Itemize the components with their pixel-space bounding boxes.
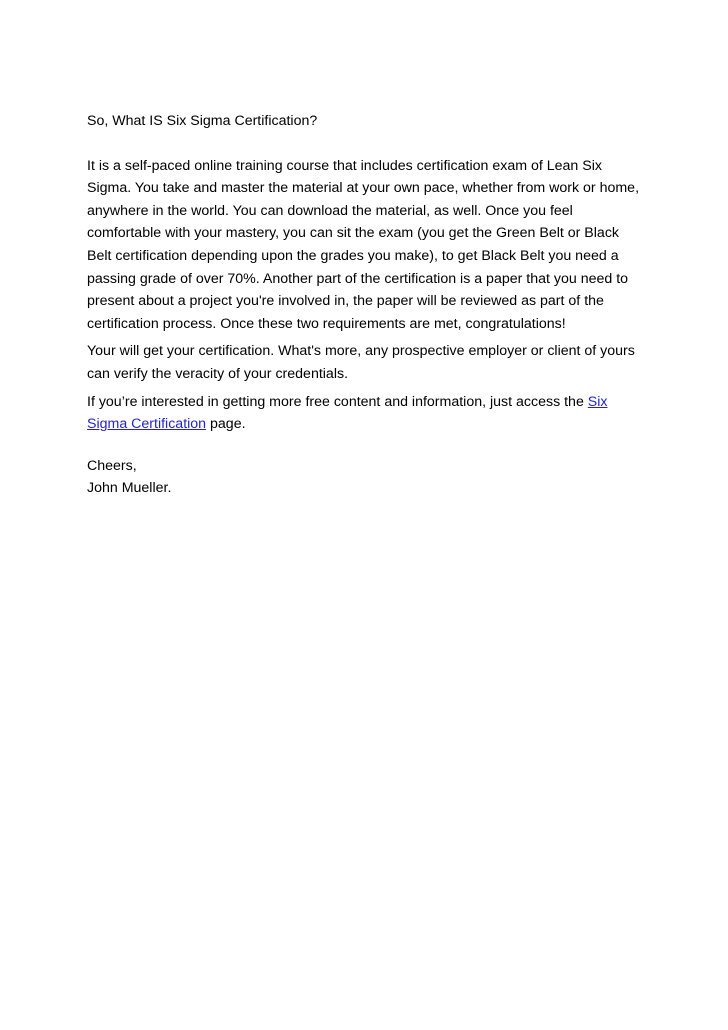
signature-text: John Mueller. bbox=[87, 480, 172, 497]
closing-text: Cheers, bbox=[87, 457, 137, 474]
document-heading: So, What IS Six Sigma Certification? bbox=[87, 113, 318, 129]
more-info-suffix: page. bbox=[206, 416, 246, 433]
more-info-prefix: If you’re interested in getting more free content and information, just access the bbox=[87, 393, 588, 410]
document-page bbox=[87, 110, 647, 500]
intro-paragraph: It is a self-paced online training course that includes certification exam of Lean Six Sigma. You take and master the material at your own pace, whether from work or home, anywhere in the world. You can download the material, as well. Once you feel comfortable with your mastery, you can sit the exam (you get the Green Belt or Black Belt certification depending upon the grades you make), to get Black Belt you need a passing grade of over 70%. Another part of the certification is a paper that you need to present about a project you're involved in, the paper will be reviewed as part of the certification process. Once these two requirements are met, congratulations! bbox=[87, 157, 640, 332]
verification-paragraph: Your will get your certification. What's more, any prospective employer or client of yours can verify the veracity of your credentials. bbox=[87, 343, 635, 382]
more-info-paragraph bbox=[87, 391, 647, 436]
six-sigma-certification-link[interactable]: Six Sigma Certification bbox=[87, 393, 608, 433]
